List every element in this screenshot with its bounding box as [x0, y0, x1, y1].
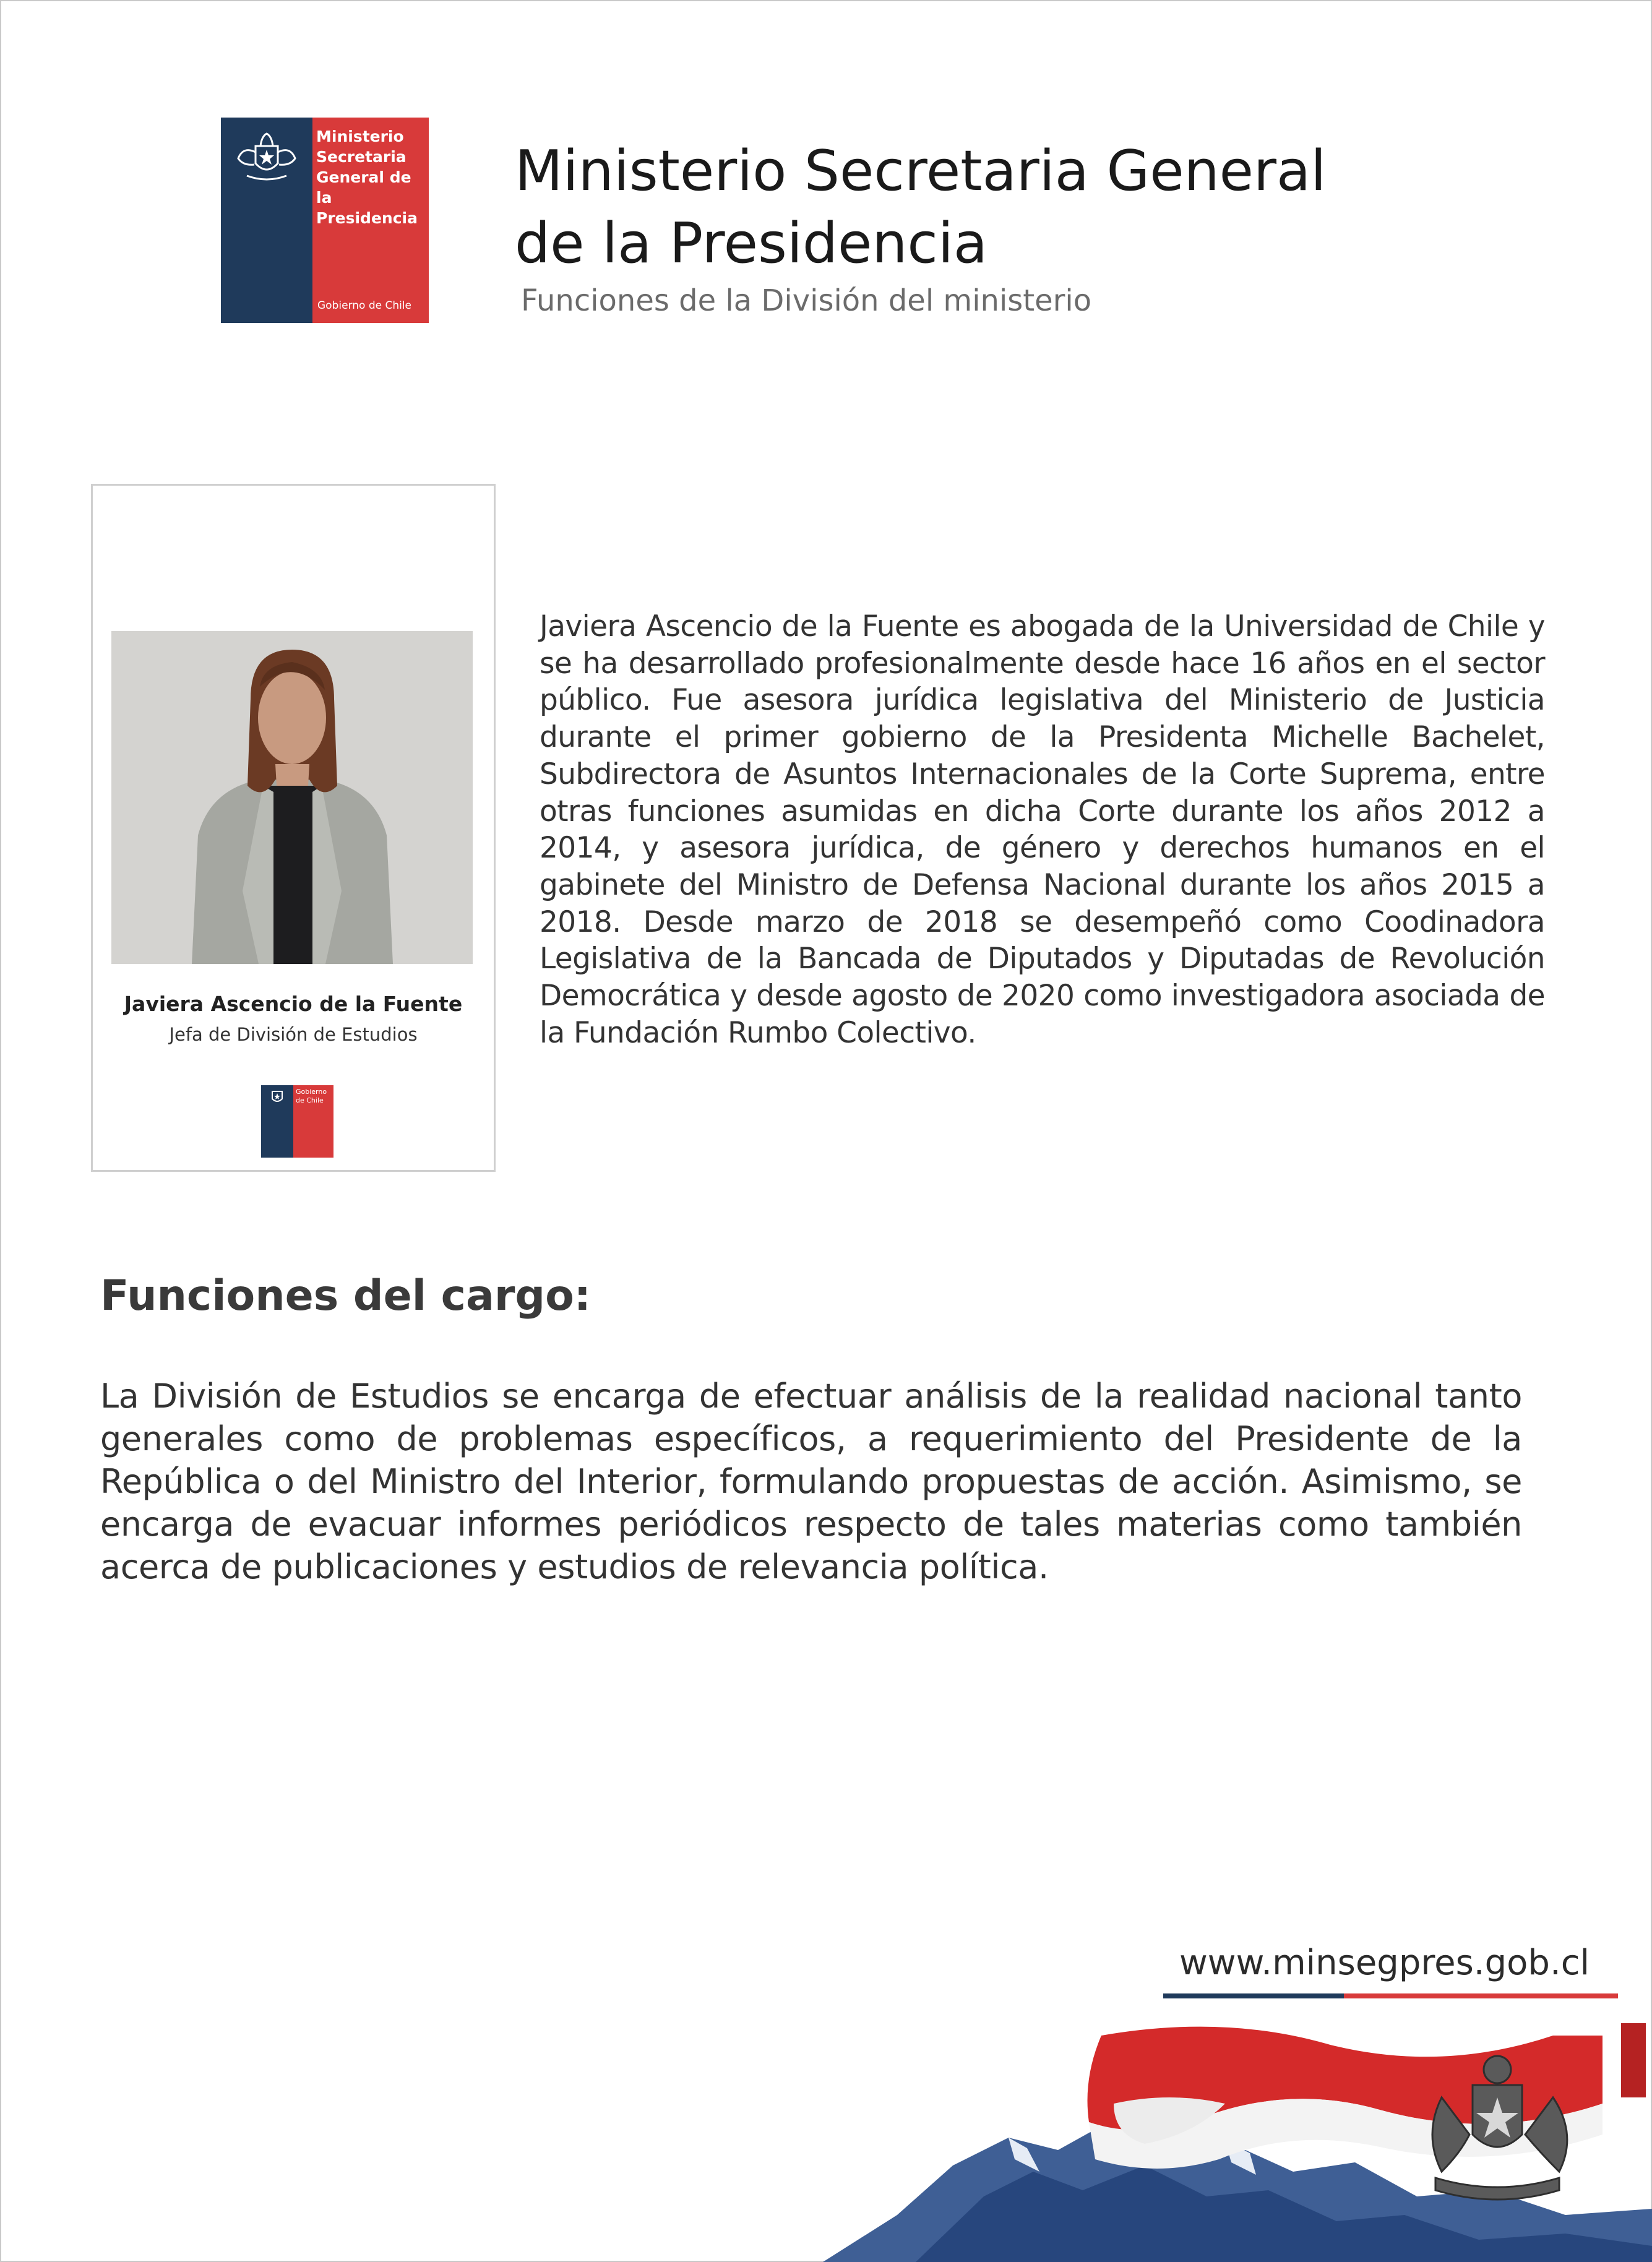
website-link[interactable]: www.minsegpres.gob.cl [1179, 1943, 1590, 1983]
mini-logo-text: de Chile [296, 1096, 324, 1104]
portrait-illustration [111, 631, 473, 964]
ministry-logo [221, 118, 429, 323]
logo-blue-panel [221, 118, 312, 323]
mini-logo-red [293, 1085, 333, 1158]
profile-role: Jefa de División de Estudios [169, 1024, 418, 1045]
page-title [515, 135, 1326, 280]
underline-blue [1163, 1993, 1344, 1998]
logo-name [316, 126, 429, 228]
mini-logo-blue [261, 1085, 293, 1158]
functions-heading: Funciones del cargo: [100, 1271, 591, 1320]
page-title-line1: Ministerio Secretaria General [515, 139, 1327, 204]
mini-logo-text: Gobierno [296, 1088, 327, 1096]
page-subtitle: Funciones de la División del ministerio [521, 283, 1092, 318]
profile-photo [111, 631, 473, 964]
underline-red [1344, 1993, 1618, 1998]
logo-footer-text: Gobierno de Chile [317, 299, 412, 312]
profile-name: Javiera Ascencio de la Fuente [124, 992, 463, 1016]
mini-coat-of-arms-icon [261, 1085, 293, 1110]
page-title-line2: de la Presidencia [515, 211, 988, 276]
flag-mountains-illustration [823, 2011, 1652, 2262]
logo-name-line: Secretaria [316, 148, 407, 166]
website-underline [1163, 1993, 1618, 1998]
functions-text: La División de Estudios se encarga de efectuar análisis de la realidad nacional tanto generales como de problemas específicos, a requerimiento del Presidente de la República o del Ministro del Interior, formulando propuestas de acción. Asimismo, se encarga de evacuar informes periódicos respecto de tales materias como también acerca de publicaciones y estudios de relevancia política. [100, 1377, 1522, 1586]
logo-name-line: Ministerio [316, 127, 404, 145]
logo-name-line: Presidencia [316, 209, 418, 227]
gobierno-mini-logo [261, 1085, 333, 1158]
logo-name-line: General de la [316, 168, 411, 207]
coat-of-arms-icon [230, 127, 304, 189]
logo-red-panel [312, 118, 429, 323]
profile-card [91, 484, 496, 1172]
profile-bio: Javiera Ascencio de la Fuente es abogada de la Universidad de Chile y se ha desarrollado profesionalmente desde hace 16 años en el sector público. Fue asesora jurídica legislativa del Ministerio de Justicia durante el primer gobierno de la Presidenta Michelle Bachelet, Subdirectora de Asuntos Internacionales de la Corte Suprema, entre otras funciones asumidas en dicha Corte durante los años 2012 a 2014, y asesora jurídica, de género y derechos humanos en el gabinete del Ministro de Defensa Nacional durante los años 2015 a 2018. Desde marzo de 2018 se desempeñó como Coodinadora Legislativa de la Bancada de Diputados y Diputadas de Revolución Democrática y desde agosto de 2020 como investigadora asociada de la Fundación Rumbo Colectivo. [540, 609, 1545, 1050]
